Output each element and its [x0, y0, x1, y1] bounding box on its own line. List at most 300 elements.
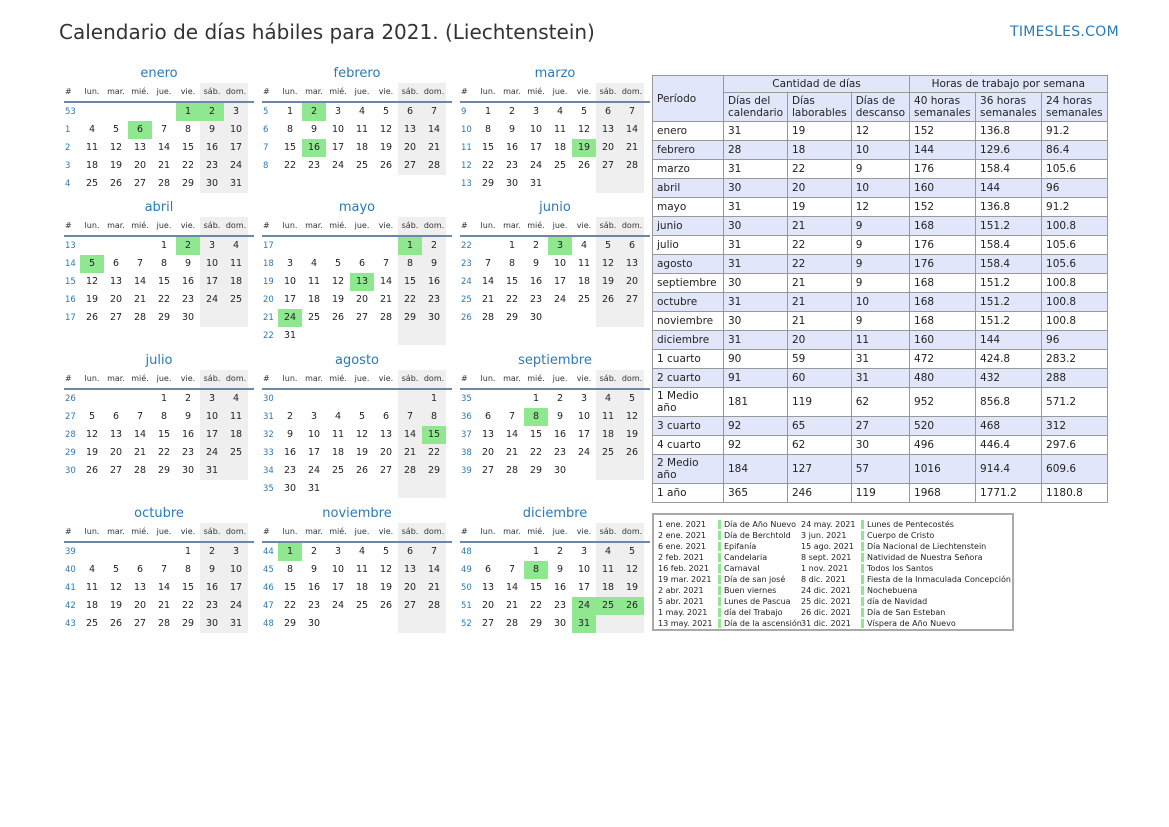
day-cell: 6: [620, 237, 644, 255]
week-row: [64, 597, 254, 615]
holiday-date: 16 feb. 2021: [658, 564, 709, 573]
day-cell: 15: [283, 582, 297, 593]
holiday-name: Día de Berchtold: [724, 531, 791, 540]
holiday-name: Buen viernes: [724, 586, 777, 595]
day-cell: 10: [331, 564, 345, 575]
day-cell: 20: [481, 447, 495, 458]
day-cell: [572, 462, 596, 480]
weekday-label: mié.: [329, 221, 347, 230]
day-cell: 6: [128, 121, 152, 139]
day-cell: 6: [596, 103, 620, 121]
day-cell: 27: [398, 157, 422, 175]
summary-table: [652, 75, 1108, 503]
week-row: [64, 103, 254, 121]
period-cell: julio: [653, 236, 724, 255]
day-cell: [398, 615, 422, 633]
weekday-label: dom.: [224, 217, 248, 235]
day-cell: 4: [88, 564, 96, 575]
value-cell: 65: [788, 417, 852, 436]
holiday-marker: [718, 575, 721, 584]
month-name: enero: [140, 66, 178, 81]
value-cell: 496: [910, 436, 976, 455]
day-cell: [80, 543, 104, 561]
day-cell: 11: [596, 408, 620, 426]
value-cell: 18: [788, 141, 852, 160]
day-cell: 23: [529, 294, 543, 305]
holiday-date: 24 may. 2021: [801, 520, 856, 529]
day-cell: 7: [620, 103, 644, 121]
day-cell: 12: [85, 429, 99, 440]
week-number: 29: [65, 448, 76, 458]
day-cell: 20: [596, 139, 620, 157]
holiday-date: 6 ene. 2021: [658, 542, 706, 551]
day-cell: [326, 237, 350, 255]
day-cell: [152, 103, 176, 121]
week-number: 24: [461, 277, 472, 287]
value-cell: 31: [724, 198, 788, 217]
day-cell: [326, 480, 350, 498]
value-cell: 90: [724, 350, 788, 369]
day-cell: [326, 327, 350, 345]
week-row: [64, 255, 254, 273]
weekday-label: dom.: [224, 83, 248, 101]
day-cell: 11: [85, 142, 99, 153]
value-cell: 31: [724, 122, 788, 141]
day-cell: 29: [157, 312, 171, 323]
day-cell: 18: [355, 582, 369, 593]
value-cell: 21: [788, 293, 852, 312]
week-number: 50: [461, 583, 472, 593]
day-cell: 14: [505, 582, 519, 593]
day-cell: 10: [200, 255, 224, 273]
weekday-label: dom.: [620, 523, 644, 541]
value-cell: 520: [910, 417, 976, 436]
weekday-label: dom.: [422, 370, 446, 388]
day-cell: 23: [553, 447, 567, 458]
week-number: 15: [65, 277, 76, 287]
day-cell: 4: [88, 124, 96, 135]
value-cell: 30: [851, 436, 909, 455]
weekday-header: [64, 523, 254, 543]
period-cell: 2 cuarto: [653, 369, 724, 388]
day-cell: 26: [596, 291, 620, 309]
weekday-label: jue.: [552, 221, 568, 230]
value-cell: 288: [1042, 369, 1108, 388]
week-number: 27: [65, 412, 76, 422]
weekday-label: dom.: [422, 523, 446, 541]
day-cell: 22: [157, 447, 171, 458]
week-row: [460, 390, 650, 408]
holiday-marker: [861, 564, 864, 573]
period-cell: 3 cuarto: [653, 417, 724, 436]
value-cell: 160: [910, 331, 976, 350]
day-cell: 3: [532, 106, 540, 117]
day-cell: 13: [109, 276, 123, 287]
day-cell: 11: [331, 429, 345, 440]
period-cell: mayo: [653, 198, 724, 217]
day-cell: [302, 390, 326, 408]
weekday-label: vie.: [378, 221, 394, 230]
holiday-marker: [718, 608, 721, 617]
day-cell: 21: [481, 294, 495, 305]
weekday-label: dom.: [620, 217, 644, 235]
value-cell: 246: [788, 484, 852, 503]
weekday-label: mar.: [107, 527, 125, 536]
day-cell: 12: [109, 582, 123, 593]
day-cell: 20: [109, 447, 123, 458]
period-cell: abril: [653, 179, 724, 198]
week-row: [262, 273, 452, 291]
value-cell: 168: [910, 312, 976, 331]
day-cell: 9: [532, 258, 540, 269]
day-cell: 5: [382, 546, 390, 557]
week-row: [64, 175, 254, 193]
day-cell: 3: [224, 103, 248, 121]
weekday-label: dom.: [422, 83, 446, 101]
day-cell: 17: [307, 447, 321, 458]
day-cell: 25: [596, 444, 620, 462]
weekday-label: sáb.: [596, 83, 620, 101]
value-cell: 22: [788, 255, 852, 274]
weekday-label: mié.: [131, 221, 149, 230]
week-number: 33: [263, 448, 274, 458]
value-cell: 424.8: [976, 350, 1042, 369]
weekday-label: #: [65, 527, 72, 536]
value-cell: 136.8: [976, 122, 1042, 141]
value-cell: 468: [976, 417, 1042, 436]
day-cell: 25: [307, 312, 321, 323]
holiday-marker: [718, 619, 721, 628]
value-cell: 1016: [910, 455, 976, 484]
value-cell: 30: [724, 217, 788, 236]
month-name: junio: [539, 200, 571, 215]
day-cell: 14: [133, 276, 147, 287]
day-cell: 15: [422, 426, 446, 444]
day-cell: 31: [529, 178, 543, 189]
day-cell: 4: [224, 237, 248, 255]
day-cell: 24: [529, 160, 543, 171]
holiday-name: Lunes de Pentecostés: [867, 520, 954, 529]
week-row: [460, 157, 650, 175]
holiday-name: Todos los Santos: [867, 564, 934, 573]
value-cell: 105.6: [1042, 236, 1108, 255]
holiday-marker: [861, 531, 864, 540]
day-cell: 11: [85, 582, 99, 593]
day-cell: 13: [109, 429, 123, 440]
summary-row: [653, 236, 1108, 255]
weekday-label: mié.: [527, 221, 545, 230]
week-row: [460, 543, 650, 561]
value-cell: 105.6: [1042, 160, 1108, 179]
week-number: 28: [65, 430, 76, 440]
value-cell: 92: [724, 436, 788, 455]
value-cell: 168: [910, 274, 976, 293]
weekday-label: lun.: [480, 221, 496, 230]
weekday-label: jue.: [552, 374, 568, 383]
day-cell: 6: [484, 411, 492, 422]
day-cell: 29: [157, 465, 171, 476]
value-cell: 151.2: [976, 293, 1042, 312]
day-cell: [620, 309, 644, 327]
week-row: [262, 444, 452, 462]
day-cell: 27: [133, 618, 147, 629]
day-cell: 11: [355, 124, 369, 135]
day-cell: 19: [109, 160, 123, 171]
summary-row: [653, 388, 1108, 417]
day-cell: 28: [157, 618, 171, 629]
week-row: [262, 408, 452, 426]
holiday-item: [801, 596, 1011, 607]
weekday-label: dom.: [620, 83, 644, 101]
day-cell: 20: [379, 447, 393, 458]
weekday-label: lun.: [84, 221, 100, 230]
day-cell: 7: [508, 564, 516, 575]
day-cell: 8: [484, 124, 492, 135]
holiday-marker: [718, 531, 721, 540]
weekday-label: jue.: [354, 374, 370, 383]
day-cell: 30: [307, 618, 321, 629]
day-cell: 12: [379, 124, 393, 135]
value-cell: 151.2: [976, 312, 1042, 331]
holiday-item: [658, 519, 802, 530]
day-cell: 16: [200, 139, 224, 157]
day-cell: 17: [224, 139, 248, 157]
month-marzo: [460, 65, 650, 193]
day-cell: [548, 309, 572, 327]
day-cell: 26: [85, 465, 99, 476]
period-cell: octubre: [653, 293, 724, 312]
day-cell: 26: [109, 618, 123, 629]
weekday-label: lun.: [84, 87, 100, 96]
summary-row: [653, 293, 1108, 312]
day-cell: 26: [620, 444, 644, 462]
period-cell: enero: [653, 122, 724, 141]
day-cell: 2: [176, 237, 200, 255]
day-cell: 3: [580, 546, 588, 557]
day-cell: 16: [302, 139, 326, 157]
weekday-label: mar.: [503, 221, 521, 230]
day-cell: 2: [310, 546, 318, 557]
value-cell: 31: [724, 331, 788, 350]
holiday-date: 15 ago. 2021: [801, 542, 854, 551]
summary-row: [653, 141, 1108, 160]
weekday-label: #: [461, 221, 468, 230]
day-cell: 29: [398, 309, 422, 327]
day-cell: 2: [302, 103, 326, 121]
day-cell: [350, 237, 374, 255]
weekday-header: [64, 83, 254, 103]
day-cell: 20: [620, 273, 644, 291]
day-cell: 9: [200, 561, 224, 579]
day-cell: 4: [224, 390, 248, 408]
day-cell: 24: [331, 600, 345, 611]
value-cell: 31: [724, 293, 788, 312]
day-cell: 23: [307, 600, 321, 611]
day-cell: 22: [422, 444, 446, 462]
weekday-label: mié.: [131, 527, 149, 536]
day-cell: 3: [334, 546, 342, 557]
holiday-date: 26 dic. 2021: [801, 608, 851, 617]
col-header: 36 horas semanales: [976, 93, 1042, 122]
day-cell: 27: [355, 312, 369, 323]
day-cell: 20: [133, 600, 147, 611]
day-cell: 2: [200, 103, 224, 121]
day-cell: [350, 327, 374, 345]
period-cell: marzo: [653, 160, 724, 179]
holiday-item: [801, 519, 1011, 530]
day-cell: 5: [88, 411, 96, 422]
day-cell: 25: [331, 465, 345, 476]
weekday-label: mar.: [305, 374, 323, 383]
holiday-marker: [861, 520, 864, 529]
value-cell: 20: [788, 331, 852, 350]
day-cell: 4: [556, 106, 564, 117]
day-cell: 10: [331, 124, 345, 135]
day-cell: 19: [109, 600, 123, 611]
month-name: febrero: [333, 66, 381, 81]
holiday-item: [658, 541, 802, 552]
day-cell: [476, 543, 500, 561]
day-cell: 7: [484, 258, 492, 269]
week-row: [262, 291, 452, 309]
day-cell: [398, 390, 422, 408]
value-cell: 91.2: [1042, 122, 1108, 141]
day-cell: 7: [398, 408, 422, 426]
day-cell: 14: [422, 561, 446, 579]
day-cell: 26: [577, 160, 591, 171]
value-cell: 9: [851, 236, 909, 255]
weekday-label: vie.: [576, 221, 592, 230]
weekday-label: vie.: [378, 374, 394, 383]
weekday-label: vie.: [378, 527, 394, 536]
holiday-name: Natividad de Nuestra Señora: [867, 553, 983, 562]
day-cell: 10: [200, 408, 224, 426]
week-number: 37: [461, 430, 472, 440]
period-cell: 4 cuarto: [653, 436, 724, 455]
week-row: [460, 121, 650, 139]
weekday-label: mar.: [305, 527, 323, 536]
value-cell: 168: [910, 217, 976, 236]
day-cell: 16: [200, 579, 224, 597]
day-cell: 4: [334, 411, 342, 422]
day-cell: 9: [556, 411, 564, 422]
week-number: 14: [65, 259, 76, 269]
holiday-date: 1 may. 2021: [658, 608, 708, 617]
day-cell: 8: [398, 255, 422, 273]
holiday-marker: [718, 542, 721, 551]
value-cell: 176: [910, 236, 976, 255]
day-cell: 22: [529, 600, 543, 611]
weekday-header: [460, 83, 650, 103]
holiday-date: 2 feb. 2021: [658, 553, 704, 562]
week-number: 39: [65, 547, 76, 557]
value-cell: 158.4: [976, 236, 1042, 255]
day-cell: [596, 462, 620, 480]
day-cell: 11: [224, 408, 248, 426]
value-cell: 9: [851, 160, 909, 179]
period-cell: noviembre: [653, 312, 724, 331]
week-row: [262, 390, 452, 408]
week-number: 1: [65, 125, 71, 135]
value-cell: 144: [976, 331, 1042, 350]
value-cell: 31: [851, 369, 909, 388]
holiday-name: Epifanía: [724, 542, 757, 551]
period-cell: 1 año: [653, 484, 724, 503]
weekday-label: jue.: [552, 527, 568, 536]
week-row: [64, 615, 254, 633]
day-cell: 4: [358, 546, 366, 557]
day-cell: 21: [379, 294, 393, 305]
day-cell: 5: [80, 255, 104, 273]
day-cell: [422, 327, 446, 345]
day-cell: 14: [133, 429, 147, 440]
day-cell: 25: [85, 178, 99, 189]
weekday-header: [262, 523, 452, 543]
period-cell: febrero: [653, 141, 724, 160]
month-name: julio: [145, 353, 173, 368]
day-cell: 16: [505, 142, 519, 153]
day-cell: 26: [85, 312, 99, 323]
holiday-date: 31 dic. 2021: [801, 619, 851, 628]
value-cell: 1771.2: [976, 484, 1042, 503]
value-cell: 62: [788, 436, 852, 455]
day-cell: 30: [200, 615, 224, 633]
day-cell: [200, 309, 224, 327]
day-cell: 12: [620, 561, 644, 579]
day-cell: 31: [307, 483, 321, 494]
holiday-name: Día Nacional de Liechtenstein: [867, 542, 987, 551]
week-row: [460, 255, 650, 273]
weekday-header: [460, 370, 650, 390]
value-cell: 92: [724, 417, 788, 436]
day-cell: 19: [85, 447, 99, 458]
day-cell: 13: [133, 582, 147, 593]
day-cell: 11: [307, 276, 321, 287]
value-cell: 31: [851, 350, 909, 369]
day-cell: 13: [398, 121, 422, 139]
day-cell: [224, 309, 248, 327]
day-cell: 30: [422, 309, 446, 327]
weekday-header: [460, 523, 650, 543]
holiday-name: Día de la ascensión: [724, 619, 802, 628]
weekday-label: #: [263, 221, 270, 230]
day-cell: 1: [508, 240, 516, 251]
summary-row: [653, 217, 1108, 236]
holiday-list: [652, 513, 1014, 631]
value-cell: 609.6: [1042, 455, 1108, 484]
day-cell: 29: [283, 618, 297, 629]
day-cell: 9: [184, 258, 192, 269]
day-cell: 19: [379, 142, 393, 153]
week-row: [64, 139, 254, 157]
summary-row: [653, 160, 1108, 179]
site-link[interactable]: TIMESLES.COM: [1010, 24, 1119, 40]
day-cell: 16: [307, 582, 321, 593]
day-cell: 1: [532, 546, 540, 557]
day-cell: [80, 237, 104, 255]
holiday-item: [801, 552, 1011, 563]
value-cell: 856.8: [976, 388, 1042, 417]
day-cell: 12: [85, 276, 99, 287]
day-cell: 9: [310, 564, 318, 575]
col-header: Días laborables: [788, 93, 852, 122]
day-cell: 30: [505, 178, 519, 189]
day-cell: 18: [307, 294, 321, 305]
week-number: 40: [65, 565, 76, 575]
month-name: mayo: [338, 200, 376, 215]
period-cell: 1 Medio año: [653, 388, 724, 417]
day-cell: 27: [481, 465, 495, 476]
